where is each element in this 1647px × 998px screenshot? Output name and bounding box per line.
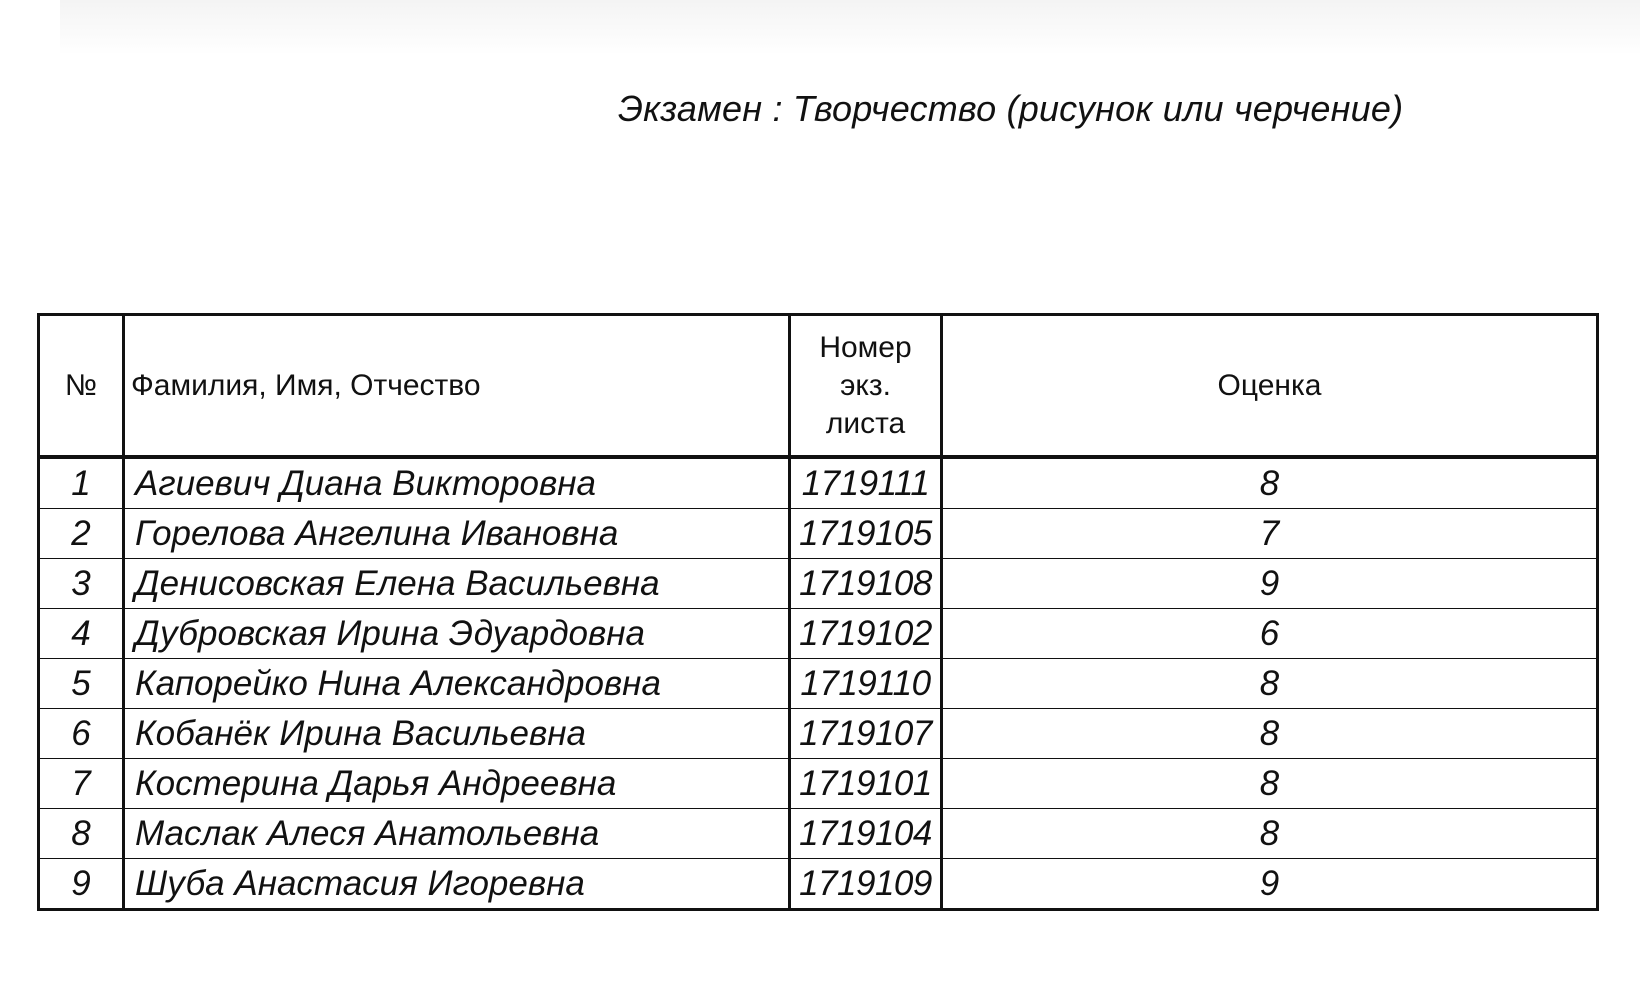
table-row — [39, 659, 1598, 709]
header-number: № — [39, 315, 124, 458]
sheet-number: 1719109 — [790, 859, 942, 910]
student-name: Горелова Ангелина Ивановна — [124, 509, 790, 559]
header-sheet-number — [790, 315, 942, 458]
sheet-number: 1719104 — [790, 809, 942, 859]
grade: 8 — [942, 759, 1598, 809]
student-name: Шуба Анастасия Игоревна — [124, 859, 790, 910]
table-row — [39, 509, 1598, 559]
sheet-number: 1719107 — [790, 709, 942, 759]
row-number: 9 — [39, 859, 124, 910]
grade: 9 — [942, 559, 1598, 609]
row-number: 2 — [39, 509, 124, 559]
header-name: Фамилия, Имя, Отчество — [124, 315, 790, 458]
student-name: Капорейко Нина Александровна — [124, 659, 790, 709]
table-row — [39, 809, 1598, 859]
grade: 8 — [942, 457, 1598, 509]
table-row — [39, 709, 1598, 759]
header-sheet-line-2: экз. — [840, 368, 891, 402]
row-number: 1 — [39, 457, 124, 509]
grade: 8 — [942, 659, 1598, 709]
grade: 9 — [942, 859, 1598, 910]
row-number: 6 — [39, 709, 124, 759]
table-row — [39, 609, 1598, 659]
table-row — [39, 457, 1598, 509]
student-name: Костерина Дарья Андреевна — [124, 759, 790, 809]
sheet-number: 1719101 — [790, 759, 942, 809]
student-name: Дубровская Ирина Эдуардовна — [124, 609, 790, 659]
row-number: 3 — [39, 559, 124, 609]
header-sheet-line-1: Номер — [819, 330, 912, 364]
grade: 6 — [942, 609, 1598, 659]
sheet-number: 1719110 — [790, 659, 942, 709]
scan-shadow — [60, 0, 1640, 55]
row-number: 7 — [39, 759, 124, 809]
results-table — [37, 313, 1599, 911]
table-row — [39, 559, 1598, 609]
sheet-number: 1719102 — [790, 609, 942, 659]
document-title: Экзамен : Творчество (рисунок или черчение) — [618, 88, 1404, 129]
student-name: Агиевич Диана Викторовна — [124, 457, 790, 509]
sheet-number: 1719111 — [790, 457, 942, 509]
row-number: 8 — [39, 809, 124, 859]
student-name: Маслак Алеся Анатольевна — [124, 809, 790, 859]
grade: 8 — [942, 809, 1598, 859]
row-number: 5 — [39, 659, 124, 709]
sheet-number: 1719108 — [790, 559, 942, 609]
student-name: Денисовская Елена Васильевна — [124, 559, 790, 609]
header-grade: Оценка — [942, 315, 1598, 458]
header-sheet-line-3: листа — [825, 406, 906, 440]
student-name: Кобанёк Ирина Васильевна — [124, 709, 790, 759]
table-row — [39, 759, 1598, 809]
grade: 8 — [942, 709, 1598, 759]
grade: 7 — [942, 509, 1598, 559]
sheet-number: 1719105 — [790, 509, 942, 559]
row-number: 4 — [39, 609, 124, 659]
table-row — [39, 859, 1598, 910]
header-row — [39, 315, 1598, 458]
